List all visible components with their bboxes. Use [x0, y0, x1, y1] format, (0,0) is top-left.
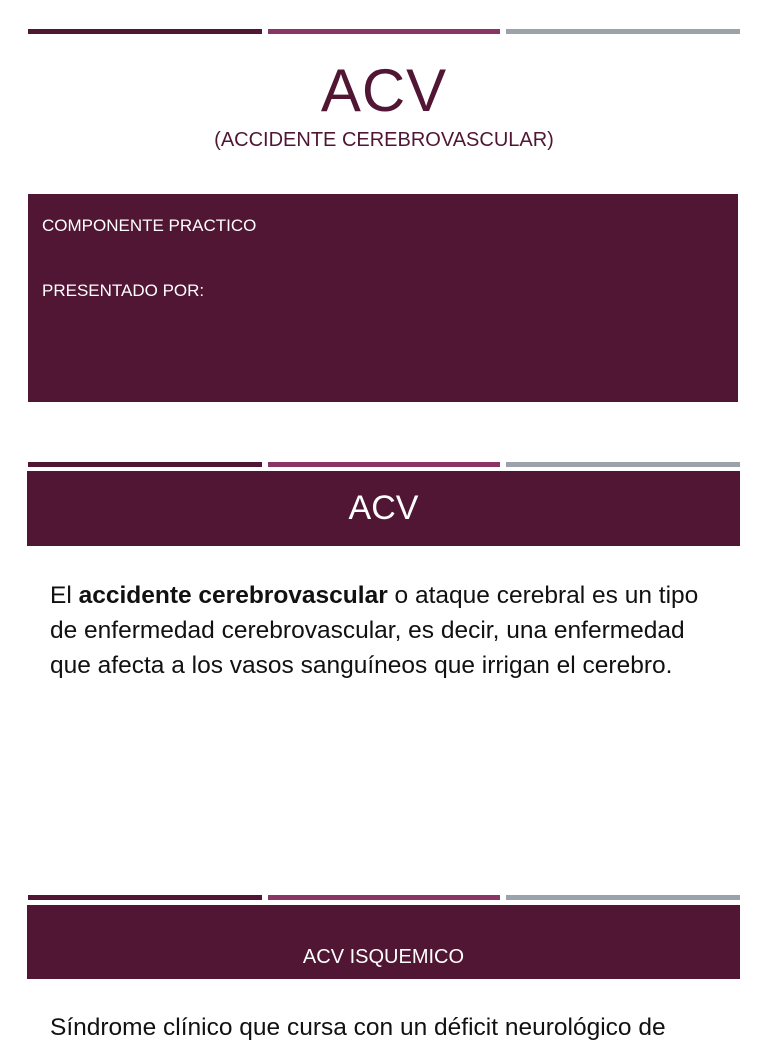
bar-segment-gray — [506, 895, 740, 900]
para-start: El — [50, 582, 79, 609]
slide1-subtitle: (ACCIDENTE CEREBROVASCULAR) — [214, 129, 554, 151]
decorative-bar-1 — [28, 29, 740, 34]
presented-by-label: PRESENTADO POR: — [42, 281, 205, 300]
slide1-title: ACV — [320, 57, 448, 124]
slide3-heading-band — [27, 905, 740, 979]
bar-segment-gray — [506, 462, 740, 467]
bar-segment-dark — [28, 895, 262, 900]
component-label: COMPONENTE PRACTICO — [42, 216, 257, 235]
bar-segment-accent — [268, 29, 500, 34]
decorative-bar-3 — [28, 895, 740, 900]
bar-segment-accent — [268, 895, 500, 900]
slide2-paragraph — [50, 578, 730, 683]
decorative-bar-2 — [28, 462, 740, 467]
slide3-paragraph-partial: Síndrome clínico que cursa con un déficit neurológico de — [50, 1014, 666, 1041]
slide3-heading: ACV ISQUEMICO — [302, 946, 465, 968]
bar-segment-dark — [28, 29, 262, 34]
para-bold-term: accidente cerebrovascular — [78, 582, 388, 609]
bar-segment-dark — [28, 462, 262, 467]
slide2-heading: ACV — [348, 489, 419, 527]
slide1-info-box — [28, 194, 738, 402]
bar-segment-gray — [506, 29, 740, 34]
slide2-heading-band — [27, 471, 740, 546]
bar-segment-accent — [268, 462, 500, 467]
para-rest: o ataque cerebral es un tipo de enfermedad cerebrovascular, es decir, una enfermedad que afecta a los vasos sanguíneos que irrigan el cerebro. — [50, 582, 699, 679]
